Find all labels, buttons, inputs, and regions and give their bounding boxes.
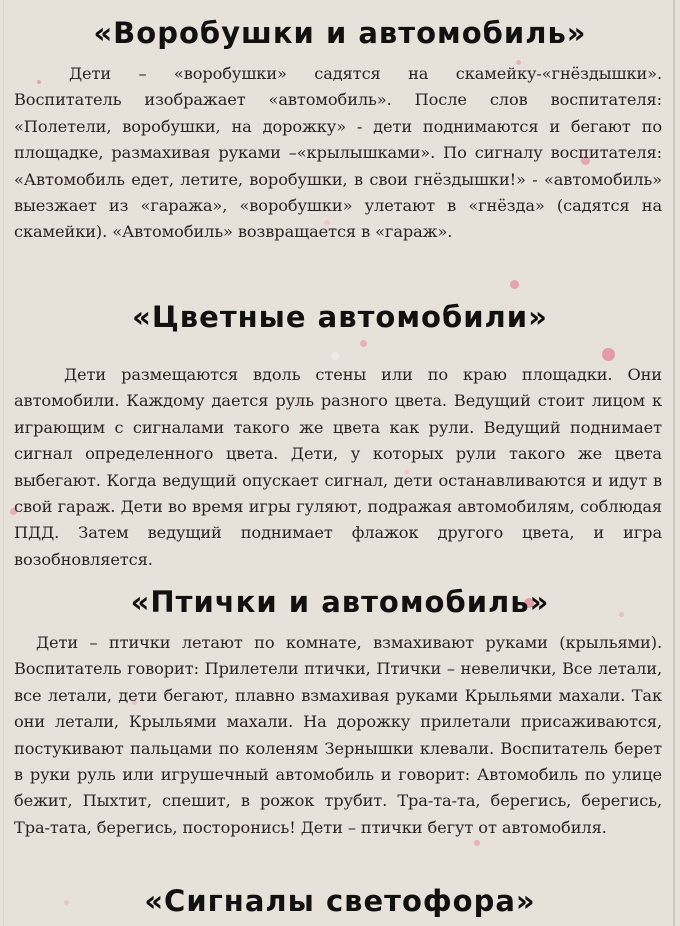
decor-dot: [602, 348, 615, 361]
section-text-sparrows: Дети – «воробушки» садятся на скамейку-«гнёздышки». Воспитатель изображает «автомобиль». После слов воспитателя: «Полетели, воробушки, на дорожку» - дети поднимаются и бегают по площадке, размахивая руками –«крылышками». По сигналу воспитателя: «Автомобиль едет, летите, воробушки, в свои гнёздышки!» - «автомобиль» выезжает из «гаража», «воробушки» улетают в «гнёзда» (садятся на скамейки). «Автомобиль» возвращается в «гараж».: [14, 64, 662, 242]
document-page: [3, 0, 675, 926]
section-title-colored-cars: «Цветные автомобили»: [132, 300, 548, 334]
section-text-colored-cars: Дети размещаются вдоль стены или по краю площадки. Они автомобили. Каждому дается руль разного цвета. Ведущий стоит лицом к играющим с сигналами такого же цвета как рули. Ведущий поднимает сигнал определенного цвета. Дети, у которых рули такого же цвета выбегают. Когда ведущий опускает сигнал, дети останавливаются и идут в свой гараж. Дети во время игры гуляют, подражая автомобилям, соблюдая ПДД. Затем ведущий поднимает флажок другого цвета, и игра возобновляется.: [14, 365, 662, 569]
section-title-traffic-signals: «Сигналы светофора»: [144, 884, 536, 918]
decor-dot: [510, 280, 519, 289]
section-text-birds-and-car: Дети – птички летают по комнате, взмахивают руками (крыльями). Воспитатель говорит: Прилетели птички, Птички – невелички, Все летали, все летали, дети бегают, плавно взмахивая руками Крыльями махали. Так они летали, Крыльями махали. На дорожку прилетали присаживаются, постукивают пальцами по коленям Зернышки клевали. Воспитатель берет в руки руль или игрушечный автомобиль и говорит: Автомобиль по улице бежит, Пыхтит, спешит, в рожок трубит. Тра-та-та, берегись, берегись, Тра-тата, берегись, посторонись! Дети – птички бегут от автомобиля.: [14, 633, 662, 837]
decor-dot: [331, 352, 339, 360]
section-title-birds-and-car: «Птички и автомобиль»: [130, 585, 550, 619]
section-title-sparrows: «Воробушки и автомобиль»: [93, 16, 587, 50]
decor-dot: [360, 340, 367, 347]
